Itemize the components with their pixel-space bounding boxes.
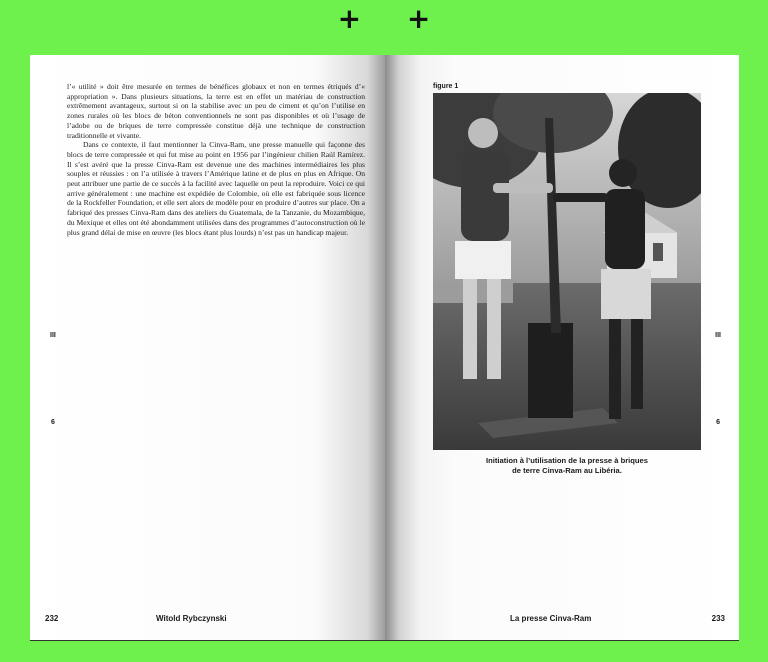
left-page [30, 55, 385, 640]
margin-section-marker: III [715, 332, 721, 339]
right-page [385, 55, 739, 640]
page-number: 233 [711, 614, 725, 623]
press-photo-illustration [433, 93, 701, 450]
margin-number: 6 [716, 419, 720, 426]
running-head: La presse Cinva-Ram [510, 614, 592, 623]
running-head: Witold Rybczynski [156, 614, 227, 623]
figure-label: figure 1 [433, 83, 459, 90]
figure-caption [433, 456, 701, 476]
registration-marks: + + [337, 2, 449, 35]
figure-photo [433, 93, 701, 450]
paragraph: Dans ce contexte, il faut mentionner la Cinva-Ram, une presse manuelle qui façonne des blocs de terre compressée et qui fut mise au point en 1956 par l’ingénieur chilien Raúl Ramírez. Il s’est avéré que la presse Cinva-Ram est devenue une des machines intermédiaires les plus souples et réussies : on l’a utilisée à travers l’Amérique latine et de plus en plus en Afrique. On peut attribuer une partie de ce succès à la facilité avec laquelle on peut la reproduire. Voici ce qui arrive généralement : une machine est expédiée de Colombie, où elle est fabriquée sous licence de la Rockfeller Foundation, et elle sert alors de modèle pour en produire d’autres sur place. On a fabriqué des presses Cinva-Ram dans des ateliers du Guatemala, de la Tanzanie, du Mozambique, du Mexique et elles ont été abondamment utilisées dans des programmes d’autoconstruction où le plus grand délai de mise en œuvre (les blocs étant plus lourds) n’est pas un handicap majeur. [67, 140, 365, 237]
caption-line: de terre Cinva-Ram au Libéria. [512, 466, 622, 475]
paragraph: l’« utilité » doit être mesurée en termes de bénéfices globaux et non en termes étriqués d’« appropriation ». Dans plusieurs situations, la terre est en effet un matériau de construction extrêmement avantageux, surtout si on la stabilise avec un peu de ciment et qu’on l’utilise en zones rurales où les blocs de béton conventionnels ne sont pas disponibles et où l’usage de l’adobe ou de briques de terre compressée constitue déjà une technique de construction traditionnelle et vivante. [67, 82, 365, 140]
caption-line: Initiation à l’utilisation de la presse à briques [485, 456, 649, 465]
body-text [67, 82, 365, 237]
page-number: 232 [45, 614, 59, 623]
margin-section-marker: III [50, 332, 56, 339]
open-book [30, 55, 739, 640]
margin-number: 6 [51, 419, 55, 426]
